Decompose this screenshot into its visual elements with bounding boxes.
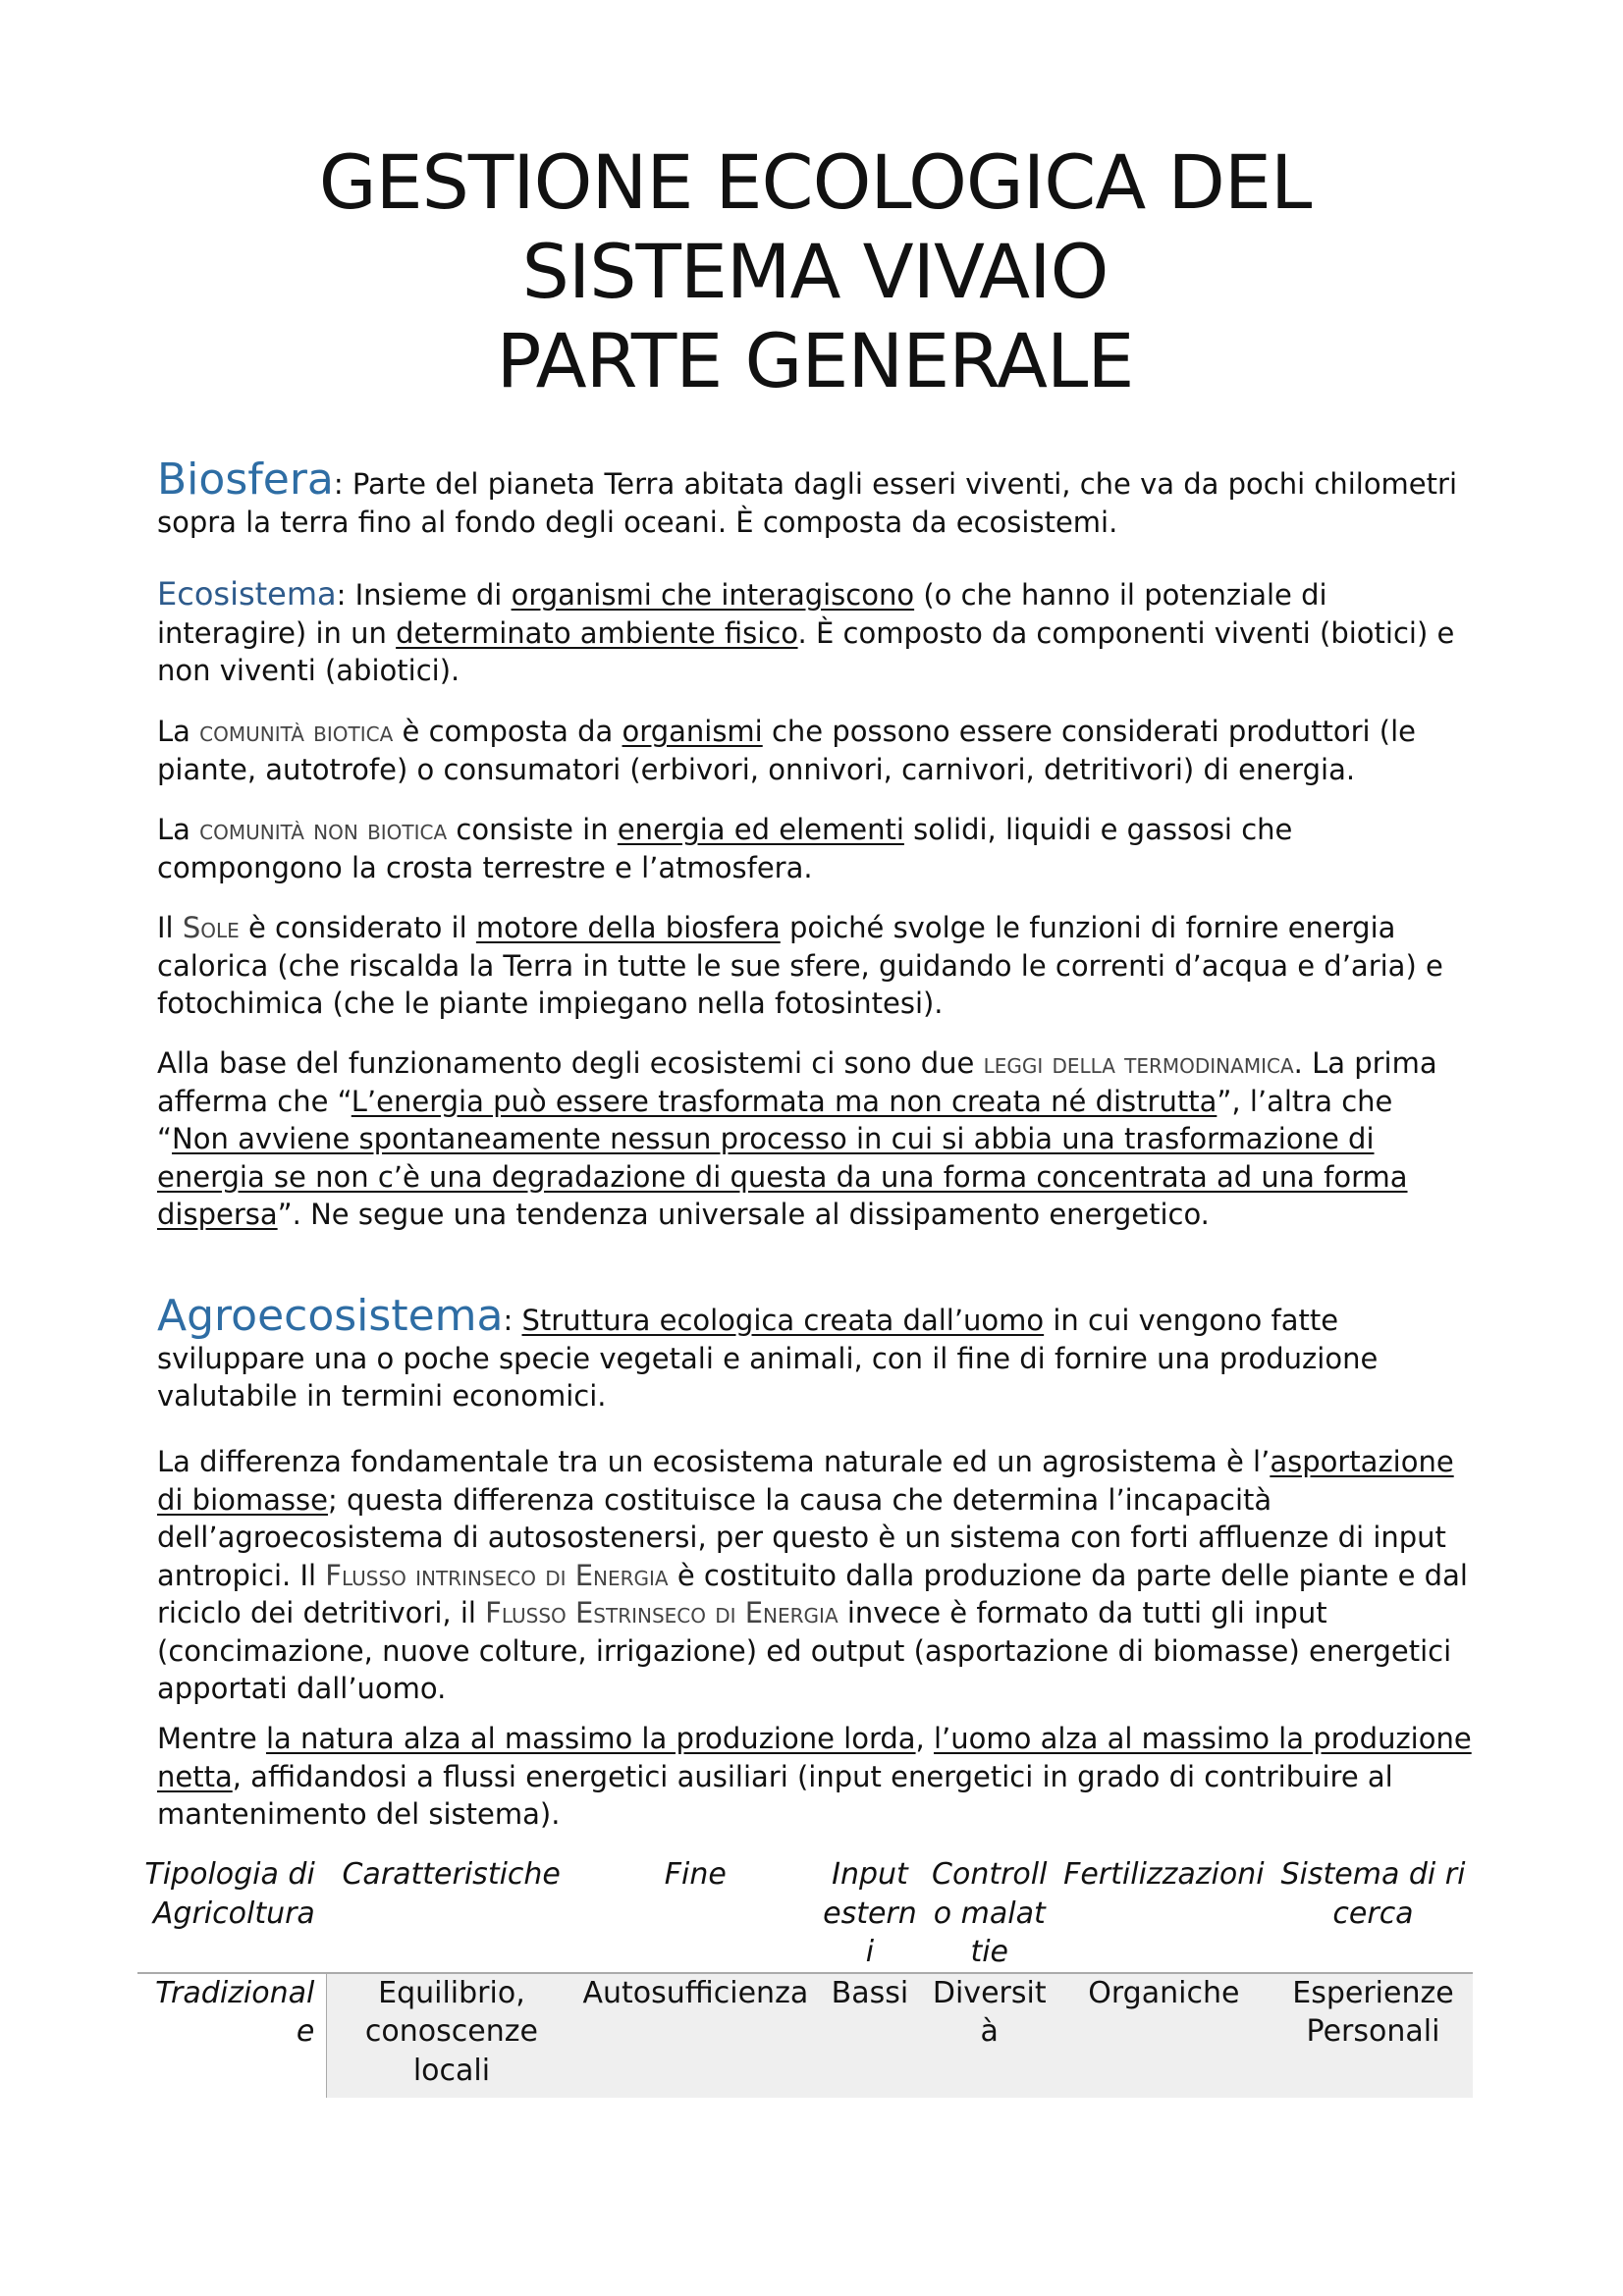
table-header-cell: Input esterni [823, 1857, 917, 1969]
text: (o che hanno il potenziale di interagire) in un [157, 578, 1327, 650]
underlined-text: Struttura ecologica creata dall’uomo [521, 1304, 1045, 1337]
table-cell: Organiche [1088, 1975, 1240, 2010]
underlined-text: asportazione di biomasse [157, 1445, 1454, 1517]
text: ”. Ne segue una tendenza universale al dissipamento energetico. [277, 1198, 1210, 1231]
paragraph-natura-uomo [157, 1720, 1473, 1834]
text: Il [157, 911, 183, 944]
table-cell: Tradizionale [137, 1973, 327, 2099]
underlined-text: Non avviene spontaneamente nessun processo in cui si abbia una trasformazione di energia se non c’è una degradazione di questa da una forma concentrata ad una forma dispersa [157, 1122, 1408, 1231]
underlined-text: organismi [622, 715, 763, 748]
text: solidi, liquidi e gassosi che compongono la crosta terrestre e l’atmosfera. [157, 813, 1293, 884]
table-row [137, 1973, 1473, 2099]
table-cell: Bassi [831, 1975, 909, 2010]
paragraph-comunita-non-biotica [157, 811, 1473, 886]
underlined-text: organismi che interagiscono [511, 578, 915, 612]
text: . La prima afferma che “ [157, 1046, 1437, 1118]
text: invece è formato da tutti gli input (concimazione, nuove colture, irrigazione) ed output (asportazione di biomasse) energetici apportati dall’uomo. [157, 1596, 1452, 1705]
paragraph-ecosistema [157, 575, 1473, 690]
title-line-1: GESTIONE ECOLOGICA DEL [318, 138, 1312, 226]
text: Alla base del funzionamento degli ecosistemi ci sono due [157, 1046, 984, 1080]
text: La [157, 715, 200, 748]
paragraph-differenza [157, 1443, 1473, 1708]
text: è considerato il [239, 911, 476, 944]
text: che possono essere considerati produttori (le piante, autotrofe) o consumatori (erbivori, onnivori, carnivori, detritivori) di energia. [157, 715, 1416, 786]
table-header-row [137, 1855, 1473, 1973]
text: è costituito dalla produzione da parte delle piante e dal riciclo dei detritivori, il [157, 1558, 1468, 1629]
small-caps-term: Sole [182, 911, 240, 944]
text: La differenza fondamentale tra un ecosistema naturale ed un agrosistema è l’ [157, 1445, 1271, 1478]
text: in cui vengono fatte sviluppare una o poche specie vegetali e animali, con il fine di fornire una produzione valutabile in termini economici. [157, 1304, 1379, 1413]
text: poiché svolge le funzioni di fornire energia calorica (che riscalda la Terra in tutte le sue sfere, guidando le correnti d’acqua e d’aria) e fotochimica (che le piante impiegano nella fotosintesi). [157, 911, 1443, 1020]
title-line-3: PARTE GENERALE [496, 317, 1134, 404]
paragraph-termodinamica [157, 1044, 1473, 1234]
text: Mentre [157, 1722, 266, 1755]
small-caps-term: Flusso Estrinseco di Energia [485, 1596, 839, 1629]
text: , [915, 1722, 934, 1755]
table-cell: Esperienze Personali [1292, 1975, 1454, 2049]
agriculture-table [137, 1855, 1473, 2098]
text: ; questa differenza costituisce la causa che determina l’incapacità dell’agroecosistema di autosostenersi, per questo è un sistema con forti affluenze di input antropici. Il [157, 1482, 1446, 1592]
table-header-cell: Fertilizzazioni [1063, 1857, 1265, 1892]
table-cell: Equilibrio, conoscenze locali [364, 1975, 538, 2088]
underlined-text: motore della biosfera [475, 911, 781, 944]
paragraph-sole [157, 909, 1473, 1023]
heading-biosfera: Biosfera [157, 454, 334, 505]
text: . È composto da componenti viventi (biotici) e non viventi (abiotici). [157, 615, 1455, 687]
underlined-text: L’energia può essere trasformata ma non creata né distrutta [351, 1084, 1217, 1118]
text: La [157, 813, 200, 846]
table-header-cell: Sistema di ricerca [1280, 1857, 1466, 1931]
small-caps-term: Flusso intrinseco di Energia [325, 1558, 669, 1592]
text: è composta da [393, 715, 622, 748]
table-cell: Diversità [932, 1975, 1047, 2049]
small-caps-term: comunità non biotica [199, 813, 448, 846]
text: , affidandosi a flussi energetici ausiliari (input energetici in grado di contribuire al mantenimento del sistema). [157, 1759, 1393, 1831]
text: : Insieme di [336, 578, 512, 612]
title-line-2: SISTEMA VIVAIO [521, 228, 1109, 315]
small-caps-term: comunità biotica [199, 715, 394, 748]
underlined-text: determinato ambiente fisico [396, 615, 798, 650]
table-cell: Autosufficienza [582, 1975, 809, 2010]
table-header-cell: Tipologia di Agricoltura [144, 1857, 315, 1931]
text: : Parte del pianeta Terra abitata dagli esseri viventi, che va da pochi chilometri sopra la terra fino al fondo degli oceani. È composta da ecosistemi. [157, 467, 1458, 539]
paragraph-agroecosistema [157, 1291, 1473, 1415]
underlined-text: la natura alza al massimo la produzione lorda [265, 1722, 916, 1755]
table-header-cell: Caratteristiche [342, 1857, 561, 1892]
table-header-cell: Fine [664, 1857, 727, 1892]
text: ”, l’altra che “ [157, 1084, 1393, 1155]
paragraph-comunita-biotica [157, 713, 1473, 788]
text: : [503, 1304, 522, 1337]
table-header-cell: Controllo malattie [932, 1857, 1048, 1969]
small-caps-term: leggi della termodinamica [983, 1046, 1294, 1080]
text: consiste in [447, 813, 618, 846]
document-title [157, 137, 1473, 405]
heading-agroecosistema: Agroecosistema [157, 1291, 504, 1341]
paragraph-biosfera [157, 454, 1473, 541]
underlined-text: l’uomo alza al massimo la produzione netta [157, 1722, 1472, 1793]
underlined-text: energia ed elementi [617, 813, 904, 846]
heading-ecosistema: Ecosistema [157, 575, 337, 613]
